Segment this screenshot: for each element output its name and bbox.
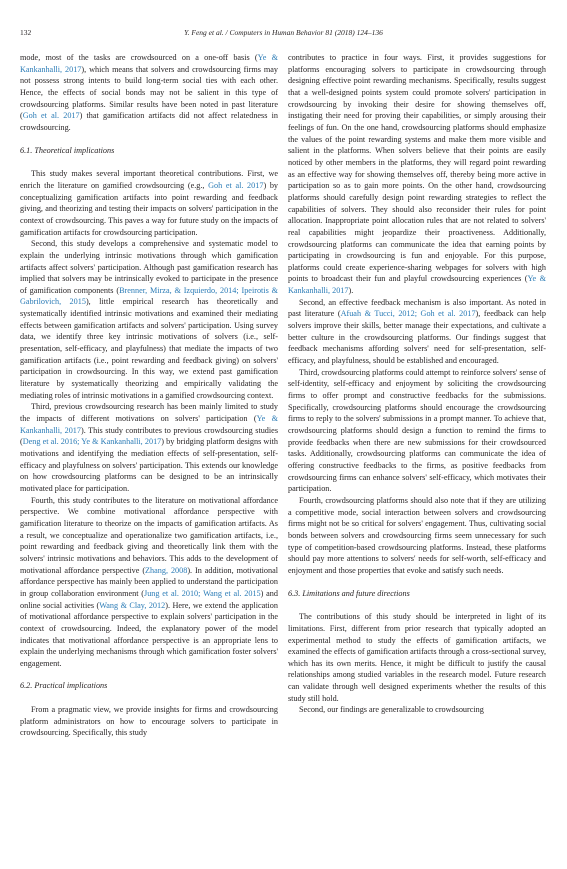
citation-link[interactable]: Zhang, 2008 [145, 565, 188, 575]
running-title: Y. Feng et al. / Computers in Human Behavior 81 (2018) 124–136 [184, 28, 383, 37]
section-heading-practical-implications: 6.2. Practical implications [20, 681, 108, 691]
citation-link[interactable]: Goh et al. 2017 [208, 180, 264, 190]
paragraph: Third, previous crowdsourcing research has been mainly limited to study the impacts of different motivations on solvers' participation (Ye & Kankanhalli, 2017). This study contributes to previous crowdsourcing studies (Deng et al. 2016; Ye & Kankanhalli, 2017) by bridging platform designs with motivations and identifying the mediation effects of self-presentation, self-efficacy and playfulness on solvers' participation. This extends our knowledge on how crowdsourcing platforms can be designed to be an intrinsically motivated place for participation. [20, 402, 278, 493]
paragraph: Second, an effective feedback mechanism is also important. As noted in past literature (Afuah & Tucci, 2012; Goh et al. 2017), feedback can help solvers improve their skills, better manage their expectations, and cultivate a better culture in the crowdsourcing platforms. Our findings suggest that feedback mechanisms affording solvers' need for self-presentation, self-efficacy, and playfulness, should be established and encouraged. [288, 297, 546, 366]
right-column [288, 52, 546, 716]
paragraph: Second, our findings are generalizable to crowdsourcing [299, 705, 484, 715]
section-heading-limitations: 6.3. Limitations and future directions [288, 588, 410, 598]
paragraph: Fourth, this study contributes to the literature on motivational affordance perspective. We combine motivational affordance perspective with gamification literature to theorize on the impacts of gamification artifacts. As a result, we conceptualize and operationalize two gamification artifacts, i.e., point rewarding and feedback giving and theoretically link them with the solvers' intrinsic motivations and behaviors. This adds to the development of motivational affordance perspective (Zhang, 2008). In addition, motivational affordance perspective has mainly been applied to understand the participation in group collaboration environment (Jung et al. 2010; Wang et al. 2015) and online social activities (Wang & Clay, 2012). Here, we extend the application of motivational affordance perspective to explain solvers' participation in the context of crowdsourcing. Indeed, the explanatory power of the model indicates that motivational affordance perspective is an appropriate lens to explain the underlying mechanisms through which gamification foster solvers' engagement. [20, 495, 278, 668]
citation-link[interactable]: Brenner, Mirza, & Izquierdo, 2014; Ipeirotis & Gabrilovich, 2015 [20, 285, 278, 307]
left-column [20, 52, 278, 739]
citation-link[interactable]: Jung et al. 2010; Wang et al. 2015 [144, 588, 261, 598]
section-heading-theoretical-implications: 6.1. Theoretical implications [20, 145, 115, 155]
paragraph: mode, most of the tasks are crowdsourced on a one-off basis (Ye & Kankanhalli, 2017), which means that solvers and crowdsourcing firms may not possess strong intents to build long-term social ties with each other. Hence, the effects of social bonds may not be salient in this type of crowdsourcing platforms. Similar results have been noted in past literature (Goh et al. 2017) that gamification artifacts did not affect relatedness in crowdsourcing. [20, 53, 279, 132]
paragraph: contributes to practice in four ways. First, it provides suggestions for platforms encouraging solvers to participate in crowdsourcing through designing effective point rewarding mechanisms. Specifically, results suggest that a well-designed points system could promote solvers' participation in crowdsourcing by invoking their desire for showing themselves off, instigating their need for proving their capabilities, or simply arousing their feelings of fun. On the one hand, crowdsourcing platforms should emphasize the values of the point rewarding systems and make them more visible and salient in the platforms. When solvers believe that their points are easily noticed by other members in the platforms, they will regard point rewarding as an effective way for showing themselves off, thereby being more active in participation so as to gain more points. On the other hand, crowdsourcing platforms should carefully design point rewarding strategies to reflect the capabilities of solvers. They should also reconsider their rules for point allocation. Inappropriate point allocation rules that are not related to solvers' real capabilities might jeopardize their proactiveness. Additionally, crowdsourcing platforms can communicate the idea that earning points by participating in crowdsourcing is fun and enjoyable. For this purpose, platforms could create experience-sharing webpages for solvers with high points to broadcast their fun and playful crowdsourcing experiences (Ye & Kankanhalli, 2017). [288, 53, 546, 296]
citation-link[interactable]: Ye & Kankanhalli, 2017 [288, 274, 546, 296]
running-header [20, 28, 547, 40]
paragraph: This study makes several important theoretical contributions. First, we enrich the literature on gamified crowdsourcing (e.g., Goh et al. 2017) by conceptualizing gamification artifacts into point rewarding and feedback giving, and theorizing and testing their impacts on solvers' participation in the context of crowdsourcing. This paves a way for future study on the impacts of gamification artifacts for crowdsourcing participation. [20, 169, 279, 237]
paragraph: From a pragmatic view, we provide insights for firms and crowdsourcing platform administrators on how to encourage solvers to participate in crowdsourcing. Specifically, this study [20, 705, 278, 738]
paragraph: Second, this study develops a comprehensive and systematic model to explain the underlying intrinsic motivations through which gamification artifacts affect solvers' participation. Although past gamification research has implied that solvers may be intrinsically evoked to participate in the presence of gamification components (Brenner, Mirza, & Izquierdo, 2014; Ipeirotis & Gabrilovich, 2015), little empirical research has theoretically and systematically identified intrinsic motivations and examined their mediating effects between gamification artifacts and solvers' participation. Using survey data, we identify three key intrinsic motivations of solvers (i.e., self-presentation, self-efficacy, and playfulness) that mediate the impacts of two gamification artifacts (i.e., point rewarding and feedback giving) on solvers' participation in crowdsourcing. In this way, we extend past gamification literature by systematically theorizing and empirically validating the mediating roles of intrinsic motivations in a gamified crowdsourcing context. [20, 239, 278, 400]
paragraph: Third, crowdsourcing platforms could attempt to reinforce solvers' sense of self-identity, self-efficacy and enjoyment by soliciting the crowdsourcing firms to offer prompt and constructive feedbacks for the submissions. Specifically, crowdsourcing platforms should encourage the crowdsourcing firms to reply to the solvers' submissions in a prompt manner. To achieve that, crowdsourcing platforms should design a function to remind the firms to provide feedbacks when there are new submissions for their crowdsourced tasks. Additionally, crowdsourcing platforms can communicate the idea of offering constructive feedbacks to the firms, as positive feedbacks from crowdsourcing firms can enhance solvers' self-efficacy, which motivates their participation. [288, 367, 546, 494]
page-number: 132 [20, 28, 32, 37]
paragraph: The contributions of this study should be interpreted in light of its limitations. First, different from prior research that typically adopted an experimental method to study the effects of gamification artifacts, we examined the effects of gamification artifacts through a cross-sectional survey, which has its own merits. Hence, it might be difficult to justify the causal relationships among studied variables in the research model. Future research can validate through well designed experiments whether the results of this study still hold. [288, 612, 546, 703]
citation-link[interactable]: Afuah & Tucci, 2012; Goh et al. 2017 [340, 309, 476, 319]
paragraph: Fourth, crowdsourcing platforms should also note that if they are utilizing a competitive mode, social interaction between solvers and crowdsourcing firms might not be so critical for solvers' engagement. Thus, cultivating social bonds between solvers and crowdsourcing firms seem unnecessary for such type of competition-based crowdsourcing platforms. Instead, these platforms should pay more attentions to solvers' needs for self-worth, self-efficacy and enjoyment and those properties that evoke and satisfy such needs. [288, 495, 546, 575]
citation-link[interactable]: Ye & Kankanhalli, 2017 [20, 53, 278, 74]
citation-link[interactable]: Deng et al. 2016; Ye & Kankanhalli, 2017 [22, 437, 162, 447]
citation-link[interactable]: Ye & Kankanhalli, 2017 [20, 414, 278, 435]
citation-link[interactable]: Goh et al. 2017 [22, 111, 80, 121]
citation-link[interactable]: Wang & Clay, 2012 [99, 600, 166, 610]
